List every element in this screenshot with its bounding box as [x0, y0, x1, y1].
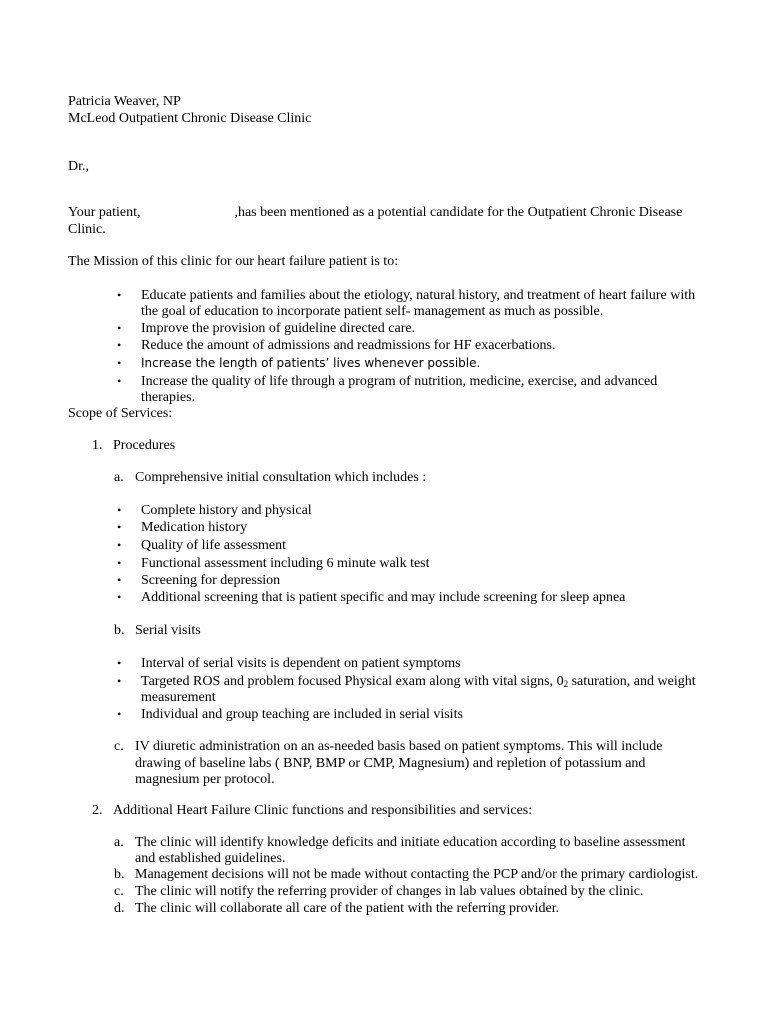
scope-heading: Scope of Services: — [68, 406, 173, 421]
serial-item-2-line-1 — [141, 673, 696, 690]
serial-item-2-part-1: Targeted ROS and problem focused Physical exam along with vital signs, 0 — [141, 674, 564, 689]
function-b-line-1: Management decisions will not be made without contacting the PCP and/or the primary cardiologist. — [135, 867, 699, 882]
consult-item-6: Additional screening that is patient specific and may include screening for sleep apnea — [141, 590, 626, 605]
bullet-icon: • — [117, 556, 122, 570]
section-2-title: Additional Heart Failure Clinic functions and responsibilities and services: — [113, 803, 533, 818]
bullet-icon: • — [117, 503, 122, 517]
mission-item-5-line-1: Increase the quality of life through a program of nutrition, medicine, exercise, and advanced — [141, 374, 658, 389]
o2-subscript: 2 — [563, 679, 569, 689]
serial-item-2-line-2: measurement — [141, 690, 216, 705]
consult-item-4: Functional assessment including 6 minute walk test — [141, 556, 430, 571]
bullet-icon: • — [117, 338, 122, 352]
clinic-line: McLeod Outpatient Chronic Disease Clinic — [68, 111, 312, 126]
function-a-label: a. — [114, 835, 124, 850]
serial-item-1: Interval of serial visits is dependent on patient symptoms — [141, 656, 461, 671]
serial-item-3: Individual and group teaching are included in serial visits — [141, 707, 463, 722]
consult-item-1: Complete history and physical — [141, 503, 312, 518]
section-1-number: 1. — [92, 438, 103, 453]
mission-item-1-line-1: Educate patients and families about the etiology, natural history, and treatment of heart failure with — [141, 288, 696, 303]
function-b-label: b. — [114, 867, 125, 882]
subsection-a-text: Comprehensive initial consultation which includes : — [135, 470, 427, 485]
bullet-icon: • — [117, 656, 122, 670]
mission-item-5-line-2: therapies. — [141, 390, 196, 405]
intro-prefix: Your patient, — [68, 205, 141, 220]
mission-item-4: Increase the length of patients’ lives whenever possible. — [141, 356, 481, 370]
salutation: Dr., — [68, 159, 89, 174]
intro-line — [68, 204, 682, 221]
bullet-icon: • — [117, 674, 122, 688]
mission-item-2: Improve the provision of guideline directed care. — [141, 321, 416, 336]
bullet-icon: • — [117, 520, 122, 534]
subsection-c-label: c. — [114, 739, 124, 754]
consult-item-2: Medication history — [141, 520, 248, 535]
bullet-icon: • — [117, 356, 122, 370]
function-a-line-1: The clinic will identify knowledge deficits and initiate education according to baseline assessment — [135, 835, 686, 850]
mission-intro: The Mission of this clinic for our heart failure patient is to: — [68, 254, 399, 269]
bullet-icon: • — [117, 573, 122, 587]
intro-rest: ,has been mentioned as a potential candidate for the Outpatient Chronic Disease — [234, 205, 683, 220]
mission-item-3: Reduce the amount of admissions and readmissions for HF exacerbations. — [141, 338, 556, 353]
bullet-icon: • — [117, 707, 122, 721]
subsection-b-text: Serial visits — [135, 623, 201, 638]
subsection-c-line-1: IV diuretic administration on an as-needed basis based on patient symptoms. This will include — [135, 739, 663, 754]
bullet-icon: • — [117, 321, 122, 335]
function-c-line-1: The clinic will notify the referring provider of changes in lab values obtained by the clinic. — [135, 884, 644, 899]
function-d-label: d. — [114, 901, 125, 916]
intro-end: Clinic. — [68, 222, 106, 237]
subsection-c-line-2: drawing of baseline labs ( BNP, BMP or CMP, Magnesium) and repletion of potassium and — [135, 756, 646, 771]
bullet-icon: • — [117, 374, 122, 388]
author-line: Patricia Weaver, NP — [68, 94, 181, 109]
section-2-number: 2. — [92, 803, 103, 818]
function-c-label: c. — [114, 884, 124, 899]
bullet-icon: • — [117, 288, 122, 302]
consult-item-3: Quality of life assessment — [141, 538, 287, 553]
function-a-line-2: and established guidelines. — [135, 851, 286, 866]
section-1-title: Procedures — [113, 438, 176, 453]
mission-item-1-line-2: the goal of education to incorporate patient self- management as much as possible. — [141, 304, 604, 319]
subsection-b-label: b. — [114, 623, 125, 638]
function-d-line-1: The clinic will collaborate all care of the patient with the referring provider. — [135, 901, 560, 916]
consult-item-5: Screening for depression — [141, 573, 281, 588]
bullet-icon: • — [117, 538, 122, 552]
subsection-a-label: a. — [114, 470, 124, 485]
subsection-c-line-3: magnesium per protocol. — [135, 772, 275, 787]
serial-item-2-part-2: saturation, and weight — [568, 674, 696, 689]
bullet-icon: • — [117, 590, 122, 604]
